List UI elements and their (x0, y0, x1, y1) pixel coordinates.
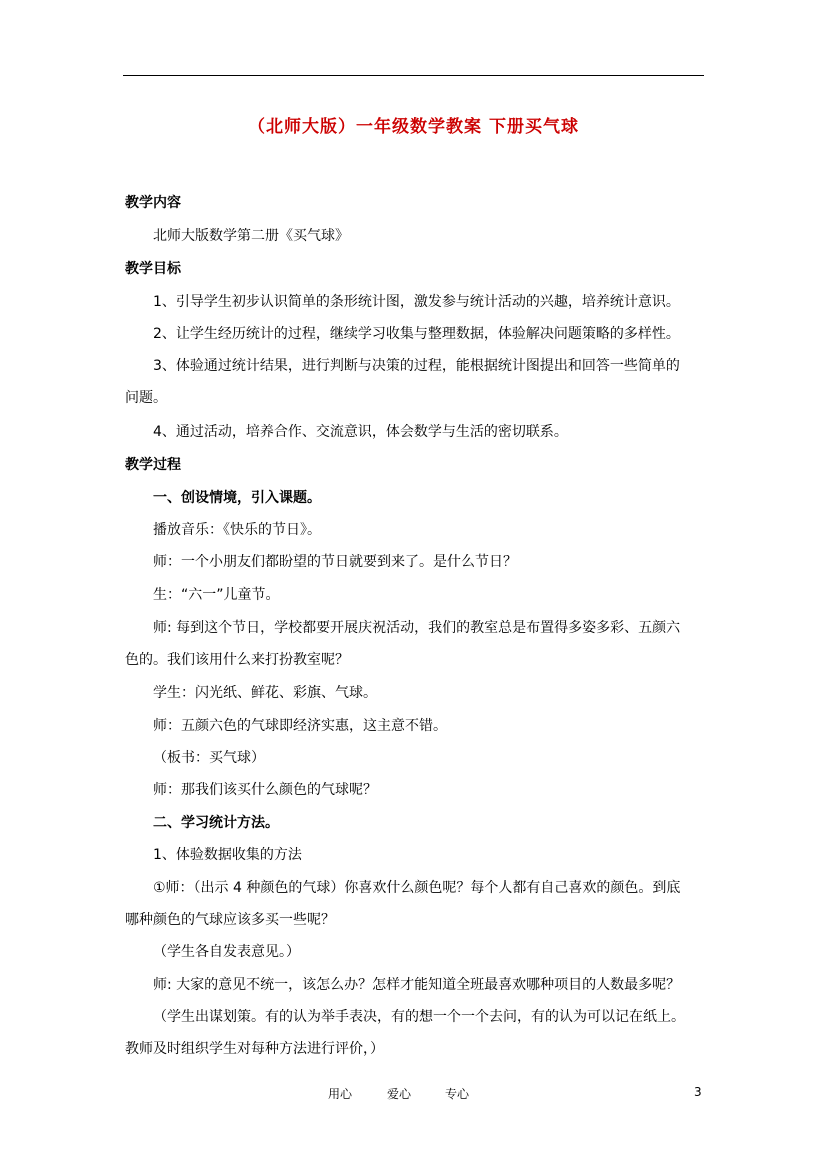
footer-word: 爱心 (387, 1087, 412, 1101)
paragraph: 学生：闪光纸、鲜花、彩旗、气球。 (153, 685, 377, 701)
paragraph: 师：那我们该买什么颜色的气球呢？ (153, 782, 377, 798)
paragraph: 师: 大家的意见不统一，该怎么办？怎样才能知道全班最喜欢哪种项目的人数最多呢？ (153, 977, 681, 993)
heading-content: 教学内容 (125, 195, 181, 211)
paragraph: 3、体验通过统计结果，进行判断与决策的过程，能根据统计图提出和回答一些简单的 (153, 358, 680, 374)
paragraph: ①师：（出示 4 种颜色的气球）你喜欢什么颜色呢？每个人都有自己喜欢的颜色。到底 (153, 880, 681, 896)
paragraph: 色的。我们该用什么来打扮教室呢？ (125, 652, 349, 668)
footer-word: 用心 (328, 1087, 353, 1101)
paragraph: 师：五颜六色的气球即经济实惠，这主意不错。 (153, 718, 447, 734)
paragraph: 哪种颜色的气球应该多买一些呢？ (125, 912, 335, 928)
paragraph: （学生各自发表意见。） (153, 944, 300, 960)
header-rule (123, 75, 704, 76)
document-title: （北师大版）一年级数学教案 下册买气球 (248, 117, 579, 137)
heading-objectives: 教学目标 (125, 261, 181, 277)
paragraph: 1、引导学生初步认识简单的条形统计图，激发参与统计活动的兴趣，培养统计意识。 (153, 294, 680, 310)
paragraph: 生：“六一”儿童节。 (153, 587, 280, 603)
paragraph: 2、让学生经历统计的过程，继续学习收集与整理数据，体验解决问题策略的多样性。 (153, 326, 680, 342)
paragraph: （板书：买气球） (153, 750, 265, 766)
paragraph: 问题。 (125, 390, 167, 406)
heading-process: 教学过程 (125, 457, 181, 473)
paragraph: 教师及时组织学生对每种方法进行评价，） (125, 1041, 384, 1057)
page-number: 3 (694, 1085, 702, 1099)
paragraph: （学生出谋划策。有的认为举手表决，有的想一个一个去问，有的认为可以记在纸上。 (153, 1009, 685, 1025)
paragraph: 4、通过活动，培养合作、交流意识，体会数学与生活的密切联系。 (153, 424, 568, 440)
footer-word: 专心 (445, 1087, 470, 1101)
paragraph: 播放音乐：《快乐的节日》。 (153, 522, 321, 538)
section-heading: 二、学习统计方法。 (153, 815, 279, 831)
paragraph: 师：一个小朋友们都盼望的节日就要到来了。是什么节日？ (153, 554, 517, 570)
paragraph: 1、体验数据收集的方法 (153, 847, 302, 863)
paragraph: 北师大版数学第二册《买气球》 (153, 228, 349, 244)
section-heading: 一、创设情境，引入课题。 (153, 490, 321, 506)
paragraph: 师: 每到这个节日，学校都要开展庆祝活动，我们的教室总是布置得多姿多彩、五颜六 (153, 620, 681, 636)
